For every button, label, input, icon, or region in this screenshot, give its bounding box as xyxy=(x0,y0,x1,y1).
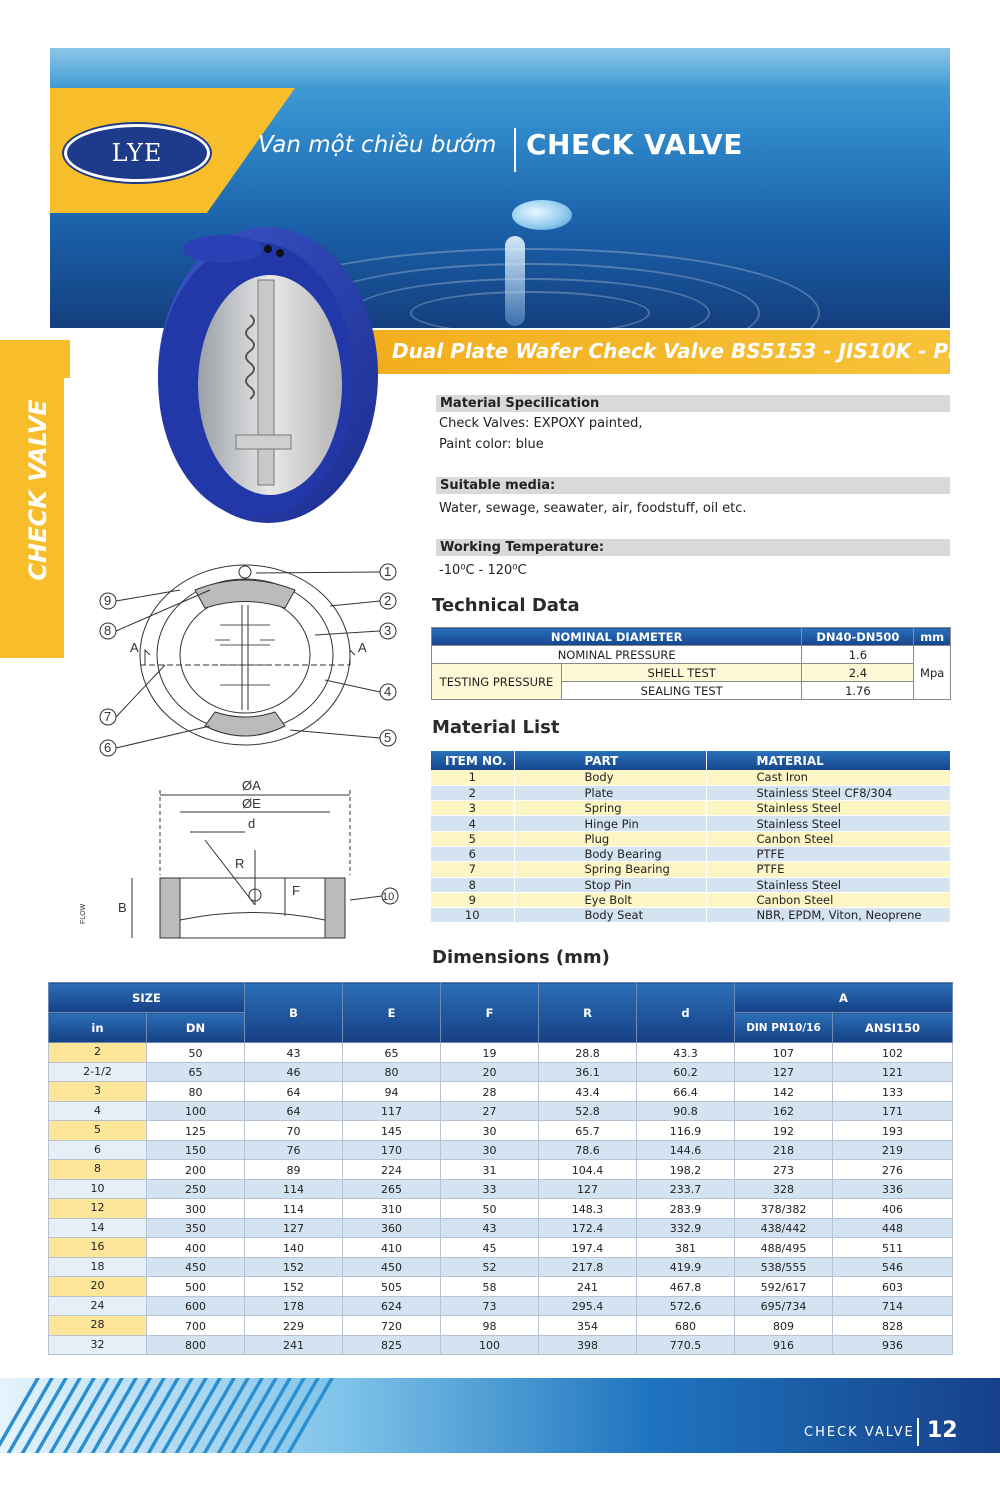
callout-5: 5 xyxy=(384,730,392,745)
dim-a-din: 142 xyxy=(735,1082,833,1102)
material-header-material: MATERIAL xyxy=(706,751,951,770)
footer-band xyxy=(0,1378,1000,1453)
dim-a-din: 273 xyxy=(735,1160,833,1180)
dim-a-din: 107 xyxy=(735,1043,833,1063)
dim-dn: 100 xyxy=(147,1101,245,1121)
page-number: 12 xyxy=(927,1418,958,1443)
material-row xyxy=(431,785,951,800)
flow-label: FLOW xyxy=(80,903,87,924)
dim-d: 419.9 xyxy=(637,1257,735,1277)
tech-nominal-pressure-value: 1.6 xyxy=(802,646,914,664)
dim-in: 10 xyxy=(49,1179,147,1199)
material-name: Stainless Steel xyxy=(706,816,951,831)
title-vietnamese: Van một chiều bướm xyxy=(258,132,497,158)
dimension-row xyxy=(49,1160,953,1180)
dim-a-ansi: 511 xyxy=(833,1238,953,1258)
material-name: PTFE xyxy=(706,846,951,861)
dim-d: 90.8 xyxy=(637,1101,735,1121)
dim-header-e: E xyxy=(343,983,441,1043)
dim-d: 680 xyxy=(637,1316,735,1336)
callout-8: 8 xyxy=(104,623,112,638)
dim-a-din: 488/495 xyxy=(735,1238,833,1258)
temperature-line: -10⁰C - 120⁰C xyxy=(439,563,527,578)
dim-r: 148.3 xyxy=(539,1199,637,1219)
dim-e: 145 xyxy=(343,1121,441,1141)
material-row xyxy=(431,831,951,846)
dim-d: 116.9 xyxy=(637,1121,735,1141)
dim-f: 33 xyxy=(441,1179,539,1199)
dim-b: 64 xyxy=(245,1101,343,1121)
dim-header-dn: DN xyxy=(147,1013,245,1043)
dim-e: 170 xyxy=(343,1140,441,1160)
material-row xyxy=(431,770,951,785)
dim-b: 114 xyxy=(245,1199,343,1219)
dim-b: 178 xyxy=(245,1296,343,1316)
dimension-d-label: d xyxy=(248,816,256,831)
dim-in: 6 xyxy=(49,1140,147,1160)
dim-in: 12 xyxy=(49,1199,147,1219)
dim-d: 467.8 xyxy=(637,1277,735,1297)
dim-e: 224 xyxy=(343,1160,441,1180)
dim-d: 233.7 xyxy=(637,1179,735,1199)
tech-sealing-test-label: SEALING TEST xyxy=(562,682,802,700)
dim-a-din: 695/734 xyxy=(735,1296,833,1316)
tech-sealing-test-value: 1.76 xyxy=(802,682,914,700)
material-spec-line1: Check Valves: EXPOXY painted, xyxy=(439,416,643,431)
dim-dn: 800 xyxy=(147,1335,245,1355)
dimension-row xyxy=(49,1140,953,1160)
dim-header-a: A xyxy=(735,983,953,1013)
dim-d: 572.6 xyxy=(637,1296,735,1316)
dimension-row xyxy=(49,1277,953,1297)
material-header-part: PART xyxy=(514,751,706,770)
dim-e: 505 xyxy=(343,1277,441,1297)
dim-a-ansi: 546 xyxy=(833,1257,953,1277)
dimensions-table xyxy=(48,982,953,1355)
brand-logo: LYE xyxy=(64,124,210,182)
dim-e: 450 xyxy=(343,1257,441,1277)
material-item-no: 9 xyxy=(431,892,514,907)
side-label: CHECK VALVE xyxy=(24,399,52,581)
material-item-no: 4 xyxy=(431,816,514,831)
dim-in: 24 xyxy=(49,1296,147,1316)
dim-dn: 200 xyxy=(147,1160,245,1180)
dim-b: 152 xyxy=(245,1277,343,1297)
dim-f: 52 xyxy=(441,1257,539,1277)
dim-b: 43 xyxy=(245,1043,343,1063)
dim-b: 241 xyxy=(245,1335,343,1355)
dim-r: 78.6 xyxy=(539,1140,637,1160)
dim-e: 410 xyxy=(343,1238,441,1258)
dim-f: 73 xyxy=(441,1296,539,1316)
dim-f: 98 xyxy=(441,1316,539,1336)
dim-d: 198.2 xyxy=(637,1160,735,1180)
dim-a-ansi: 448 xyxy=(833,1218,953,1238)
material-item-no: 3 xyxy=(431,801,514,816)
dimension-row xyxy=(49,1296,953,1316)
dimension-row xyxy=(49,1199,953,1219)
dim-r: 241 xyxy=(539,1277,637,1297)
material-row xyxy=(431,862,951,877)
dim-in: 5 xyxy=(49,1121,147,1141)
material-part: Body Bearing xyxy=(514,846,706,861)
material-name: Canbon Steel xyxy=(706,831,951,846)
footer-stripe xyxy=(0,1378,46,1453)
dimension-row xyxy=(49,1101,953,1121)
dim-a-din: 916 xyxy=(735,1335,833,1355)
dim-a-din: 192 xyxy=(735,1121,833,1141)
material-part: Spring xyxy=(514,801,706,816)
dim-header-f: F xyxy=(441,983,539,1043)
dim-dn: 600 xyxy=(147,1296,245,1316)
dim-d: 60.2 xyxy=(637,1062,735,1082)
dim-e: 825 xyxy=(343,1335,441,1355)
dimensions-title: Dimensions (mm) xyxy=(432,947,610,968)
footer-label: CHECK VALVE xyxy=(804,1425,915,1440)
dim-d: 770.5 xyxy=(637,1335,735,1355)
material-item-no: 2 xyxy=(431,785,514,800)
tech-testing-pressure-label: TESTING PRESSURE xyxy=(432,664,562,700)
dim-a-ansi: 714 xyxy=(833,1296,953,1316)
title-english: CHECK VALVE xyxy=(526,128,743,161)
callout-9: 9 xyxy=(104,593,112,608)
dim-f: 45 xyxy=(441,1238,539,1258)
dim-header-d: d xyxy=(637,983,735,1043)
dim-f: 30 xyxy=(441,1140,539,1160)
dim-a-din: 378/382 xyxy=(735,1199,833,1219)
callout-3: 3 xyxy=(384,623,392,638)
dim-r: 43.4 xyxy=(539,1082,637,1102)
dim-a-din: 809 xyxy=(735,1316,833,1336)
dim-e: 624 xyxy=(343,1296,441,1316)
dim-f: 20 xyxy=(441,1062,539,1082)
dim-header-size: SIZE xyxy=(49,983,245,1013)
dim-r: 217.8 xyxy=(539,1257,637,1277)
dim-e: 80 xyxy=(343,1062,441,1082)
dim-a-ansi: 102 xyxy=(833,1043,953,1063)
dim-a-ansi: 336 xyxy=(833,1179,953,1199)
dim-in: 18 xyxy=(49,1257,147,1277)
dim-r: 295.4 xyxy=(539,1296,637,1316)
tech-pressure-unit: Mpa xyxy=(914,646,951,700)
dim-in: 32 xyxy=(49,1335,147,1355)
valve-photo xyxy=(118,225,380,530)
material-header-item: ITEM NO. xyxy=(431,751,514,770)
material-part: Plate xyxy=(514,785,706,800)
dim-dn: 150 xyxy=(147,1140,245,1160)
dimension-row xyxy=(49,1335,953,1355)
dim-r: 36.1 xyxy=(539,1062,637,1082)
footer-separator xyxy=(917,1418,919,1446)
dim-a-din: 538/555 xyxy=(735,1257,833,1277)
dimension-row xyxy=(49,1062,953,1082)
section-mark-left: A xyxy=(130,640,139,655)
dimension-e-label: ØE xyxy=(242,796,261,811)
dim-a-din: 328 xyxy=(735,1179,833,1199)
tech-header-unit: mm xyxy=(914,628,951,646)
dim-in: 14 xyxy=(49,1218,147,1238)
dimension-row xyxy=(49,1082,953,1102)
dim-in: 8 xyxy=(49,1160,147,1180)
material-row xyxy=(431,908,951,923)
dim-r: 65.7 xyxy=(539,1121,637,1141)
dim-a-ansi: 171 xyxy=(833,1101,953,1121)
dimension-row xyxy=(49,1238,953,1258)
dim-e: 265 xyxy=(343,1179,441,1199)
dim-a-din: 218 xyxy=(735,1140,833,1160)
dimension-f-label: F xyxy=(292,883,300,898)
dim-e: 720 xyxy=(343,1316,441,1336)
material-name: PTFE xyxy=(706,862,951,877)
dimension-row xyxy=(49,1218,953,1238)
dim-dn: 700 xyxy=(147,1316,245,1336)
dim-d: 144.6 xyxy=(637,1140,735,1160)
dim-f: 100 xyxy=(441,1335,539,1355)
material-item-no: 1 xyxy=(431,770,514,785)
dim-b: 64 xyxy=(245,1082,343,1102)
dim-header-ansi: ANSI150 xyxy=(833,1013,953,1043)
dim-b: 89 xyxy=(245,1160,343,1180)
dim-a-ansi: 603 xyxy=(833,1277,953,1297)
callout-6: 6 xyxy=(104,740,112,755)
dim-a-ansi: 219 xyxy=(833,1140,953,1160)
banner-highlight xyxy=(50,48,950,88)
dim-header-b: B xyxy=(245,983,343,1043)
tech-shell-test-label: SHELL TEST xyxy=(562,664,802,682)
dim-b: 76 xyxy=(245,1140,343,1160)
dim-r: 398 xyxy=(539,1335,637,1355)
dim-a-ansi: 406 xyxy=(833,1199,953,1219)
material-name: NBR, EPDM, Viton, Neoprene xyxy=(706,908,951,923)
dim-f: 43 xyxy=(441,1218,539,1238)
dim-dn: 400 xyxy=(147,1238,245,1258)
dimension-row xyxy=(49,1257,953,1277)
dim-e: 360 xyxy=(343,1218,441,1238)
dimension-b-label: B xyxy=(118,900,127,915)
dim-dn: 50 xyxy=(147,1043,245,1063)
dim-r: 197.4 xyxy=(539,1238,637,1258)
dim-f: 30 xyxy=(441,1121,539,1141)
material-list-title: Material List xyxy=(432,717,560,738)
dim-r: 28.8 xyxy=(539,1043,637,1063)
dim-dn: 350 xyxy=(147,1218,245,1238)
material-name: Stainless Steel xyxy=(706,877,951,892)
dim-in: 2 xyxy=(49,1043,147,1063)
dim-dn: 250 xyxy=(147,1179,245,1199)
title-separator xyxy=(514,128,516,172)
dim-d: 283.9 xyxy=(637,1199,735,1219)
material-name: Canbon Steel xyxy=(706,892,951,907)
dimension-row xyxy=(49,1121,953,1141)
dimension-row xyxy=(49,1316,953,1336)
dim-b: 46 xyxy=(245,1062,343,1082)
dim-b: 114 xyxy=(245,1179,343,1199)
material-name: Cast Iron xyxy=(706,770,951,785)
material-item-no: 5 xyxy=(431,831,514,846)
media-heading: Suitable media: xyxy=(436,477,950,494)
dim-a-din: 162 xyxy=(735,1101,833,1121)
material-part: Stop Pin xyxy=(514,877,706,892)
tech-header-range: DN40-DN500 xyxy=(802,628,914,646)
dim-r: 127 xyxy=(539,1179,637,1199)
dim-a-ansi: 276 xyxy=(833,1160,953,1180)
material-row xyxy=(431,877,951,892)
material-spec-line2: Paint color: blue xyxy=(439,437,544,452)
callout-10: 10 xyxy=(382,891,395,903)
dim-d: 66.4 xyxy=(637,1082,735,1102)
dim-r: 354 xyxy=(539,1316,637,1336)
technical-data-title: Technical Data xyxy=(432,595,580,616)
dimension-row xyxy=(49,1179,953,1199)
dim-f: 58 xyxy=(441,1277,539,1297)
dim-a-ansi: 828 xyxy=(833,1316,953,1336)
dim-in: 28 xyxy=(49,1316,147,1336)
dim-b: 152 xyxy=(245,1257,343,1277)
material-row xyxy=(431,892,951,907)
material-item-no: 10 xyxy=(431,908,514,923)
dimension-a-label: ØA xyxy=(242,778,261,793)
dim-dn: 80 xyxy=(147,1082,245,1102)
material-part: Body xyxy=(514,770,706,785)
dim-r: 104.4 xyxy=(539,1160,637,1180)
dim-e: 117 xyxy=(343,1101,441,1121)
dim-in: 20 xyxy=(49,1277,147,1297)
product-subtitle: Dual Plate Wafer Check Valve BS5153 - JIS10K - PN16 xyxy=(392,339,993,363)
dim-header-r: R xyxy=(539,983,637,1043)
material-part: Body Seat xyxy=(514,908,706,923)
dim-a-ansi: 121 xyxy=(833,1062,953,1082)
dim-e: 310 xyxy=(343,1199,441,1219)
dim-a-din: 438/442 xyxy=(735,1218,833,1238)
dim-r: 52.8 xyxy=(539,1101,637,1121)
material-name: Stainless Steel xyxy=(706,801,951,816)
tech-shell-test-value: 2.4 xyxy=(802,664,914,682)
dim-f: 19 xyxy=(441,1043,539,1063)
callout-4: 4 xyxy=(384,684,392,699)
dim-d: 332.9 xyxy=(637,1218,735,1238)
dim-f: 50 xyxy=(441,1199,539,1219)
dim-a-din: 127 xyxy=(735,1062,833,1082)
material-part: Spring Bearing xyxy=(514,862,706,877)
tech-nominal-pressure-label: NOMINAL PRESSURE xyxy=(432,646,802,664)
material-row xyxy=(431,846,951,861)
valve-technical-drawing xyxy=(70,550,420,960)
material-part: Hinge Pin xyxy=(514,816,706,831)
callout-1: 1 xyxy=(384,564,392,579)
dim-dn: 300 xyxy=(147,1199,245,1219)
dim-in: 2-1/2 xyxy=(49,1062,147,1082)
dim-dn: 65 xyxy=(147,1062,245,1082)
dim-dn: 500 xyxy=(147,1277,245,1297)
dimension-r-label: R xyxy=(235,856,245,871)
dim-a-ansi: 133 xyxy=(833,1082,953,1102)
temperature-heading: Working Temperature: xyxy=(436,539,950,556)
material-item-no: 6 xyxy=(431,846,514,861)
material-name: Stainless Steel CF8/304 xyxy=(706,785,951,800)
dim-in: 4 xyxy=(49,1101,147,1121)
dim-dn: 450 xyxy=(147,1257,245,1277)
dim-e: 94 xyxy=(343,1082,441,1102)
material-item-no: 7 xyxy=(431,862,514,877)
dim-b: 229 xyxy=(245,1316,343,1336)
dimension-row xyxy=(49,1043,953,1063)
callout-7: 7 xyxy=(104,709,112,724)
callout-2: 2 xyxy=(384,593,392,608)
dim-f: 28 xyxy=(441,1082,539,1102)
section-mark-right: A xyxy=(358,640,367,655)
material-part: Plug xyxy=(514,831,706,846)
technical-data-table xyxy=(431,627,951,700)
material-list-table xyxy=(431,751,951,923)
material-part: Eye Bolt xyxy=(514,892,706,907)
material-item-no: 8 xyxy=(431,877,514,892)
dim-in: 3 xyxy=(49,1082,147,1102)
dim-f: 27 xyxy=(441,1101,539,1121)
media-line: Water, sewage, seawater, air, foodstuff, oil etc. xyxy=(439,501,747,516)
material-spec-heading: Material Specilication xyxy=(436,395,950,412)
dim-dn: 125 xyxy=(147,1121,245,1141)
dim-d: 43.3 xyxy=(637,1043,735,1063)
water-stream-graphic xyxy=(505,236,525,326)
dim-a-ansi: 936 xyxy=(833,1335,953,1355)
dim-header-in: in xyxy=(49,1013,147,1043)
dim-a-din: 592/617 xyxy=(735,1277,833,1297)
dim-b: 70 xyxy=(245,1121,343,1141)
dim-b: 127 xyxy=(245,1218,343,1238)
water-drop-graphic xyxy=(512,200,572,230)
tech-header-nominal-diameter: NOMINAL DIAMETER xyxy=(432,628,802,646)
material-row xyxy=(431,816,951,831)
dim-e: 65 xyxy=(343,1043,441,1063)
dim-f: 31 xyxy=(441,1160,539,1180)
dim-a-ansi: 193 xyxy=(833,1121,953,1141)
dim-b: 140 xyxy=(245,1238,343,1258)
dim-r: 172.4 xyxy=(539,1218,637,1238)
dim-in: 16 xyxy=(49,1238,147,1258)
dim-header-din: DIN PN10/16 xyxy=(735,1013,833,1043)
dim-d: 381 xyxy=(637,1238,735,1258)
material-row xyxy=(431,801,951,816)
